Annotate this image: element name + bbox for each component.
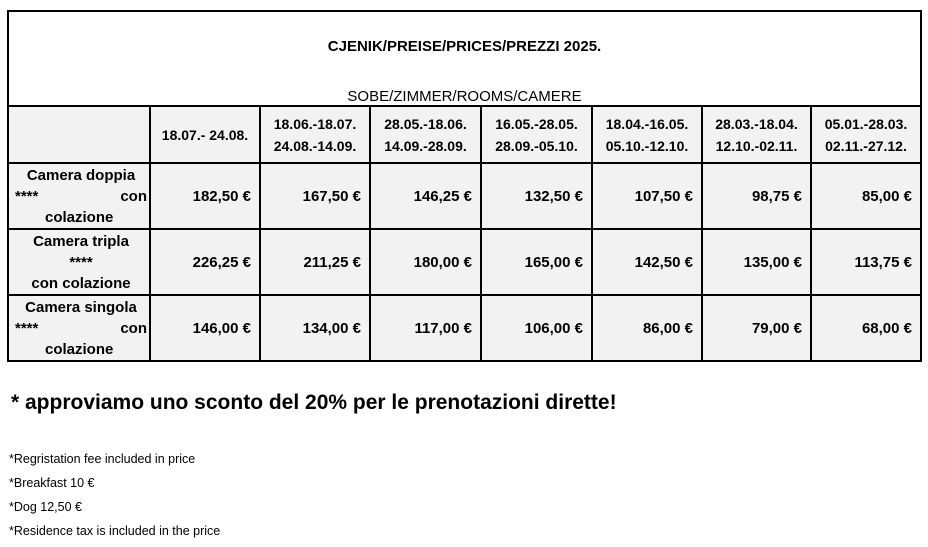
room-breakfast-text: colazione bbox=[45, 208, 114, 226]
room-con-text: con bbox=[120, 319, 147, 337]
price-cell: 113,75 € bbox=[811, 229, 921, 295]
price-table bbox=[7, 10, 922, 362]
period-line: 18.04.-16.05. bbox=[605, 115, 689, 132]
price-cell: 132,50 € bbox=[481, 163, 592, 229]
period-header bbox=[481, 106, 592, 163]
price-cell: 86,00 € bbox=[592, 295, 702, 361]
footnotes bbox=[9, 447, 220, 543]
discount-notice: * approviamo uno sconto del 20% per le prenotazioni dirette! bbox=[11, 391, 617, 414]
price-cell: 165,00 € bbox=[481, 229, 592, 295]
period-line: 28.03.-18.04. bbox=[715, 115, 798, 132]
room-stars: **** bbox=[15, 187, 39, 205]
price-cell: 146,25 € bbox=[370, 163, 481, 229]
room-label bbox=[8, 295, 150, 361]
title-row bbox=[8, 11, 921, 106]
footnote-residence-tax: *Residence tax is included in the price bbox=[9, 524, 221, 538]
period-line: 28.05.-18.06. bbox=[384, 115, 467, 132]
room-label bbox=[8, 163, 150, 229]
footnote-breakfast: *Breakfast 10 € bbox=[9, 476, 95, 490]
period-header bbox=[811, 106, 921, 163]
period-line: 14.09.-28.09. bbox=[384, 137, 467, 154]
period-line: 05.01.-28.03. bbox=[824, 115, 908, 132]
footnote-registration-fee: *Regristation fee included in price bbox=[9, 452, 196, 466]
period-line: 16.05.-28.05. bbox=[495, 115, 578, 132]
price-cell: 142,50 € bbox=[592, 229, 702, 295]
room-breakfast-text: colazione bbox=[45, 340, 114, 358]
title-cell bbox=[8, 11, 921, 106]
price-cell: 167,50 € bbox=[260, 163, 370, 229]
room-row-singola bbox=[8, 295, 921, 361]
period-header bbox=[260, 106, 370, 163]
room-stars-line bbox=[15, 186, 147, 207]
room-row-doppia bbox=[8, 163, 921, 229]
price-cell: 117,00 € bbox=[370, 295, 481, 361]
period-line: 24.08.-14.09. bbox=[273, 137, 357, 154]
period-header bbox=[702, 106, 811, 163]
footnote-dog: *Dog 12,50 € bbox=[9, 500, 82, 514]
price-list-title: CJENIK/PREISE/PRICES/PREZZI 2025. bbox=[327, 38, 602, 55]
period-line: 05.10.-12.10. bbox=[605, 137, 689, 154]
room-breakfast-text: con colazione bbox=[31, 274, 131, 292]
period-line: 18.06.-18.07. bbox=[273, 115, 357, 132]
price-cell: 107,50 € bbox=[592, 163, 702, 229]
price-cell: 98,75 € bbox=[702, 163, 811, 229]
price-cell: 68,00 € bbox=[811, 295, 921, 361]
room-row-tripla bbox=[8, 229, 921, 295]
price-cell: 134,00 € bbox=[260, 295, 370, 361]
room-con-text: con bbox=[120, 187, 147, 205]
period-line: 02.11.-27.12. bbox=[825, 137, 907, 154]
price-cell: 79,00 € bbox=[702, 295, 811, 361]
price-cell: 211,25 € bbox=[260, 229, 370, 295]
price-cell: 85,00 € bbox=[811, 163, 921, 229]
period-line: 18.07.- 24.08. bbox=[161, 126, 249, 143]
price-cell: 226,25 € bbox=[150, 229, 260, 295]
room-stars: **** bbox=[15, 319, 39, 337]
price-cell: 182,50 € bbox=[150, 163, 260, 229]
price-cell: 106,00 € bbox=[481, 295, 592, 361]
price-cell: 135,00 € bbox=[702, 229, 811, 295]
room-stars-line bbox=[15, 318, 147, 339]
price-cell: 146,00 € bbox=[150, 295, 260, 361]
rooms-subtitle: SOBE/ZIMMER/ROOMS/CAMERE bbox=[347, 88, 582, 105]
header-corner-cell bbox=[8, 106, 150, 163]
room-name: Camera doppia bbox=[26, 166, 136, 184]
price-cell: 180,00 € bbox=[370, 229, 481, 295]
period-header bbox=[370, 106, 481, 163]
period-header bbox=[150, 106, 260, 163]
period-line: 12.10.-02.11. bbox=[715, 137, 798, 154]
room-name: Camera tripla bbox=[33, 232, 129, 250]
room-name: Camera singola bbox=[25, 298, 137, 316]
period-line: 28.09.-05.10. bbox=[495, 137, 578, 154]
room-label bbox=[8, 229, 150, 295]
period-header bbox=[592, 106, 702, 163]
period-header-row bbox=[8, 106, 921, 163]
room-stars: **** bbox=[69, 253, 93, 271]
